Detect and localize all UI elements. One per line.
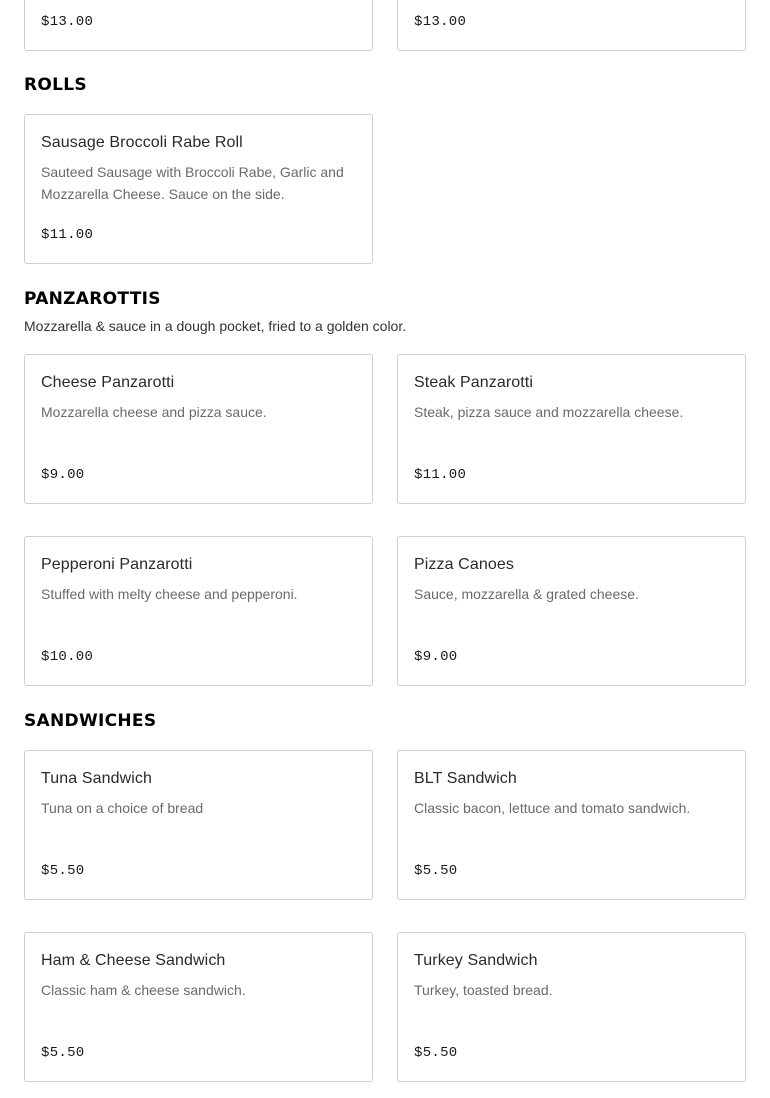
menu-item-card[interactable]	[24, 536, 373, 686]
menu-item-card[interactable]	[24, 114, 373, 264]
menu-item-description: Mozzarella cheese and pizza sauce.	[41, 404, 267, 420]
section-subtitle-panzarottis: Mozzarella & sauce in a dough pocket, fried to a golden color.	[24, 318, 407, 334]
menu-item-card[interactable]	[24, 750, 373, 900]
menu-item-price: $11.00	[414, 467, 467, 483]
menu-item-description: Turkey, toasted bread.	[414, 982, 553, 998]
menu-item-price: $5.50	[41, 863, 85, 879]
menu-item-card[interactable]	[397, 932, 746, 1082]
menu-item-price: $13.00	[41, 14, 94, 30]
menu-item-name: Ham & Cheese Sandwich	[41, 952, 226, 969]
menu-item-name: Steak Panzarotti	[414, 374, 533, 391]
menu-item-price: $10.00	[41, 649, 94, 665]
menu-item-description: Tuna on a choice of bread	[41, 800, 204, 816]
menu-item-card[interactable]	[397, 354, 746, 504]
menu-item-price: $9.00	[414, 649, 458, 665]
menu-item-description: Steak, pizza sauce and mozzarella cheese.	[414, 404, 684, 420]
menu-item-price: $9.00	[41, 467, 85, 483]
menu-item-description: Stuffed with melty cheese and pepperoni.	[41, 586, 298, 602]
menu-item-name: Sausage Broccoli Rabe Roll	[41, 134, 243, 151]
menu-item-description: Classic ham & cheese sandwich.	[41, 982, 246, 998]
menu-item-price: $13.00	[414, 14, 467, 30]
menu-item-name: BLT Sandwich	[414, 770, 517, 787]
menu-item-name: Turkey Sandwich	[414, 952, 538, 969]
section-title-rolls: ROLLS	[24, 75, 87, 95]
section-title-sandwiches: SANDWICHES	[24, 711, 157, 731]
menu-item-card[interactable]	[24, 0, 373, 51]
menu-item-price: $5.50	[41, 1045, 85, 1061]
menu-item-card[interactable]	[397, 536, 746, 686]
menu-item-price: $5.50	[414, 1045, 458, 1061]
menu-item-description: Classic bacon, lettuce and tomato sandwich.	[414, 800, 691, 816]
menu-item-name: Cheese Panzarotti	[41, 374, 175, 391]
menu-item-name: Tuna Sandwich	[41, 770, 152, 787]
menu-item-card[interactable]	[397, 750, 746, 900]
menu-item-price: $5.50	[414, 863, 458, 879]
menu-item-description: Sauce, mozzarella & grated cheese.	[414, 586, 639, 602]
menu-item-card[interactable]	[24, 932, 373, 1082]
menu-item-name: Pizza Canoes	[414, 556, 514, 573]
menu-item-description: Sauteed Sausage with Broccoli Rabe, Garlic and Mozzarella Cheese. Sauce on the side.	[41, 164, 344, 202]
section-title-panzarottis: PANZAROTTIS	[24, 289, 161, 309]
menu-item-card[interactable]	[24, 354, 373, 504]
menu-item-card[interactable]	[397, 0, 746, 51]
menu-item-name: Pepperoni Panzarotti	[41, 556, 193, 573]
menu-item-price: $11.00	[41, 227, 94, 243]
